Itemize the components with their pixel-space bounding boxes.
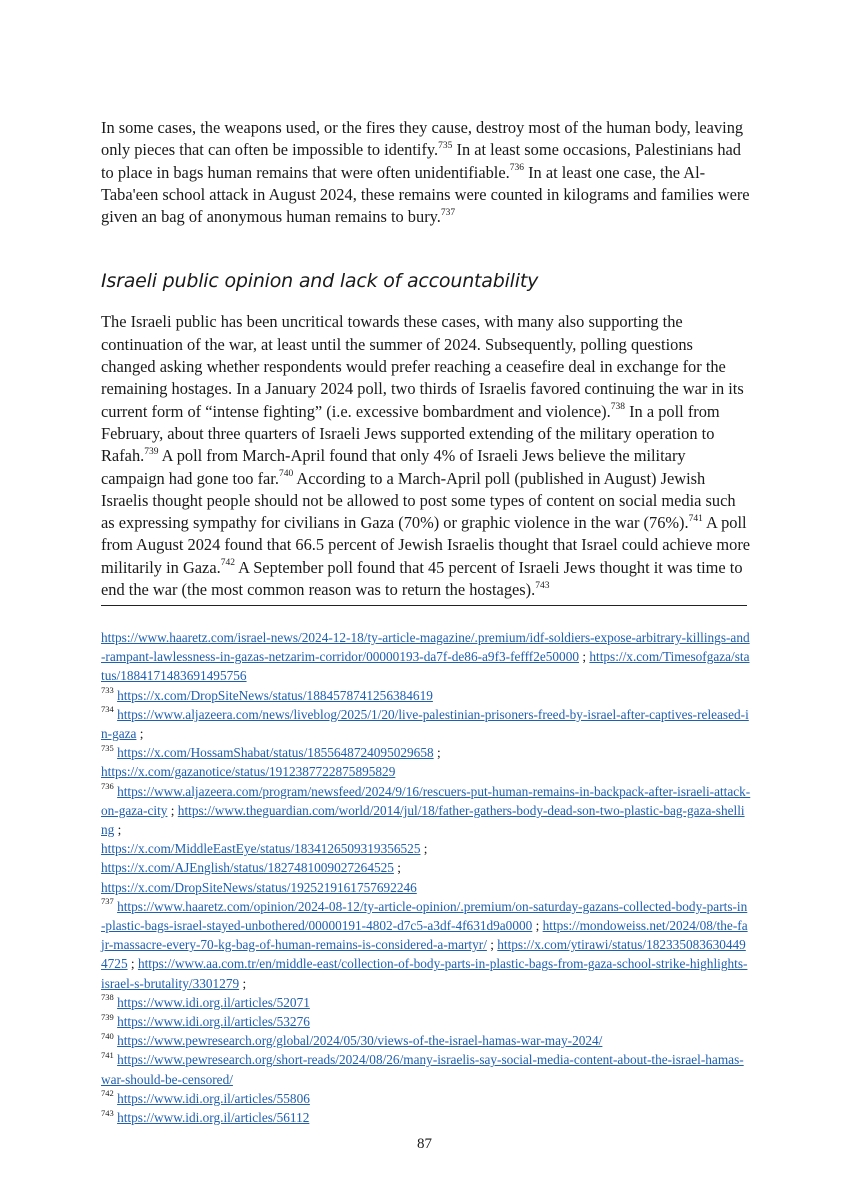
separator: ;: [239, 975, 247, 991]
footnote-link[interactable]: https://www.idi.org.il/articles/55806: [117, 1090, 310, 1106]
footnote-number: 733: [101, 685, 114, 696]
footnote-number: 735: [101, 742, 114, 753]
footnote-743: [101, 1108, 751, 1127]
sentence: In some cases, the weapons used, or the fires they cause, destroy most of the human body, leaving only pieces that can often be impossible to identify.: [101, 118, 744, 160]
footnote-ref[interactable]: 740: [278, 469, 294, 480]
footnote-ref[interactable]: 742: [220, 558, 235, 569]
footnote-link[interactable]: https://www.pewresearch.org/global/2024/05/30/views-of-the-israel-hamas-war-may-2024/: [117, 1033, 603, 1049]
separator: ;: [393, 860, 401, 876]
footnote-link[interactable]: https://www.pewresearch.org/short-reads/2024/08/26/many-israelis-say-social-media-content-about-the-israel-hamas-war-should-be-censored/: [101, 1052, 744, 1087]
separator: ;: [127, 956, 138, 972]
footnote-link[interactable]: https://www.haaretz.com/israel-news/2024-12-18/ty-article-magazine/.premium/idf-soldiers-expose-arbitrary-killings-and-rampant-lawlessness-in-gazas-netzarim-corridor/00000193-da7f-de86-a9f3-fefff2e50000: [101, 630, 750, 665]
separator: ;: [579, 649, 590, 665]
footnote-number: 742: [101, 1088, 114, 1099]
footnote-ref[interactable]: 741: [688, 513, 703, 524]
footnote-741: [101, 1050, 751, 1088]
footnote-ref[interactable]: 737: [440, 207, 456, 218]
footnote-number: 738: [101, 992, 114, 1003]
sentence: In a poll from February, about three quarters of Israeli Jews supported extending of the military operation to Rafah.: [101, 401, 720, 466]
main-text: [101, 117, 751, 601]
separator: ;: [114, 822, 122, 838]
separator: ;: [532, 918, 543, 934]
footnote-ref[interactable]: 735: [438, 140, 453, 151]
footnote-742: [101, 1089, 751, 1108]
footnote-link[interactable]: https://www.idi.org.il/articles/52071: [117, 994, 310, 1010]
footnote-number: 739: [101, 1011, 114, 1022]
separator: ;: [167, 802, 178, 818]
page-number: 87: [417, 1136, 432, 1152]
footnote-link[interactable]: https://x.com/DropSiteNews/status/1925219161757692246: [101, 879, 417, 895]
footnote-continued: [101, 628, 751, 686]
footnote-link[interactable]: https://www.theguardian.com/world/2014/jul/18/father-gathers-body-dead-son-two-plastic-bag-gaza-shelling: [101, 802, 745, 838]
footnote-link[interactable]: https://www.haaretz.com/opinion/2024-08-12/ty-article-opinion/.premium/on-saturday-gazans-collected-body-parts-in-plastic-bags-israel-stayed-unbothered/00000191-4802-d7c5-a3df-4f631d9a0000: [101, 898, 748, 934]
footnote-link[interactable]: https://x.com/DropSiteNews/status/1884578741256384619: [117, 687, 433, 703]
footnote-number: 734: [101, 704, 114, 715]
footnote-number: 741: [101, 1050, 114, 1061]
sentence: In at least some occasions, Palestinians had to place in bags human remains that were often unidentifiable.: [101, 140, 741, 182]
footnote-734: [101, 705, 751, 743]
sentence: A poll from March-April found that only 4% of Israeli Jews believe the military campaign had gone too far.: [101, 446, 686, 488]
footnote-737: [101, 897, 751, 993]
footnote-738: [101, 993, 751, 1012]
footnote-740: [101, 1031, 751, 1050]
footnote-link[interactable]: https://x.com/gazanotice/status/1912387722875895829: [101, 764, 396, 780]
footnote-link[interactable]: https://www.idi.org.il/articles/53276: [117, 1014, 310, 1030]
footnote-link[interactable]: https://www.idi.org.il/articles/56112: [117, 1110, 310, 1126]
footnote-number: 740: [101, 1030, 114, 1041]
footnote-link[interactable]: https://x.com/ytirawi/status/1823350836304494725: [101, 937, 746, 972]
footnote-link[interactable]: https://x.com/Timesofgaza/status/1884171483691495756: [101, 649, 750, 684]
separator: ;: [433, 745, 441, 761]
sentence: A September poll found that 45 percent of Israeli Jews thought it was time to end the war (the most common reason was to return the hostages).: [101, 557, 743, 600]
footnote-733: [101, 686, 751, 705]
footnote-ref[interactable]: 736: [509, 163, 524, 174]
footnote-divider: [101, 605, 747, 606]
footnote-735: [101, 743, 751, 781]
footnote-link[interactable]: https://x.com/MiddleEastEye/status/1834126509319356525: [101, 841, 421, 857]
footnote-number: 737: [101, 896, 114, 907]
footnote-ref[interactable]: 739: [144, 446, 159, 457]
footnote-739: [101, 1012, 751, 1031]
footnote-link[interactable]: https://x.com/HossamShabat/status/1855648724095029658: [117, 745, 434, 761]
separator: ;: [420, 841, 428, 857]
footnote-ref[interactable]: 743: [535, 580, 550, 591]
footnote-link[interactable]: https://www.aa.com.tr/en/middle-east/collection-of-body-parts-in-plastic-bags-from-gaza-school-strike-highlights-israel-s-brutality/3301279: [101, 956, 748, 991]
footnote-link[interactable]: https://www.aljazeera.com/program/newsfeed/2024/9/16/rescuers-put-human-remains-in-backpack-after-israeli-attack-on-gaza-city: [101, 783, 751, 818]
paragraph-public-opinion: [101, 311, 751, 601]
sentence: A poll from August 2024 found that 66.5 percent of Jewish Israelis thought that Israel could achieve more militarily in Gaza.: [101, 513, 751, 577]
separator: ;: [486, 937, 498, 953]
sentence: According to a March-April poll (published in August) Jewish Israelis thought people should not be allowed to post some types of content on social media such as expressing sympathy for civilians in Gaza (70%) or graphic violence in the war (76%).: [101, 468, 736, 533]
footnotes: [101, 628, 751, 1127]
footnote-number: 736: [101, 781, 114, 792]
sentence: The Israeli public has been uncritical towards these cases, with many also supporting the continuation of the war, at least until the summer of 2024. Subsequently, polling questions changed asking whether respondents would prefer reaching a ceasefire deal in exchange for the remaining hostages. In a January 2024 poll, two thirds of Israelis favored continuing the war in its current form of “intense fighting” (i.e. excessive bombardment and violence).: [101, 312, 744, 421]
section-heading: Israeli public opinion and lack of accountability: [101, 270, 539, 293]
footnote-link[interactable]: https://www.aljazeera.com/news/liveblog/2025/1/20/live-palestinian-prisoners-freed-by-israel-after-captives-released-in-gaza: [101, 706, 749, 742]
footnote-link[interactable]: https://mondoweiss.net/2024/08/the-fajr-massacre-every-70-kg-bag-of-human-remains-is-considered-a-martyr/: [101, 918, 748, 953]
sentence: In at least one case, the Al-Taba'een school attack in August 2024, these remains were counted in kilograms and families were given an bag of anonymous human remains to bury.: [101, 162, 750, 227]
footnote-736: [101, 782, 751, 897]
paragraph-remains: [101, 117, 751, 228]
footnote-link[interactable]: https://x.com/AJEnglish/status/1827481009027264525: [101, 860, 394, 876]
footnote-ref[interactable]: 738: [610, 402, 625, 413]
separator: ;: [136, 726, 144, 742]
footnote-number: 743: [101, 1107, 114, 1118]
